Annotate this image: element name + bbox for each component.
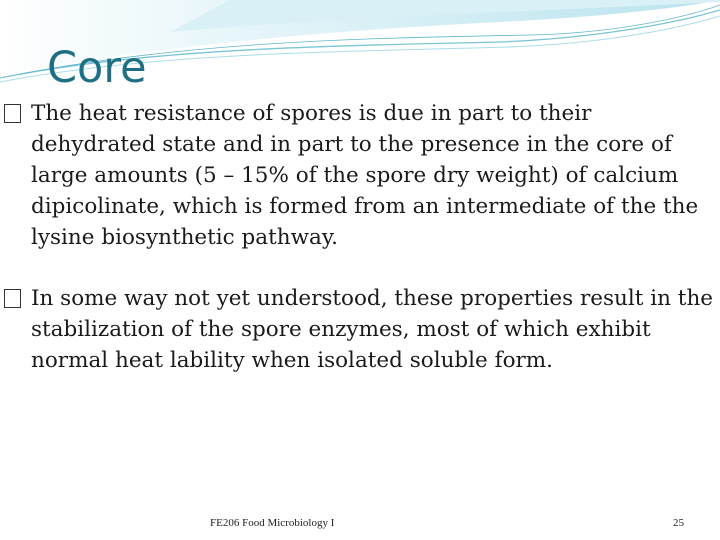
missing-glyph-bullet-icon <box>4 104 21 123</box>
missing-glyph-bullet-icon <box>4 289 21 308</box>
bullet-text: The heat resistance of spores is due in part to their dehydrated state and in part to the presence in the core of large amounts (5 – 15% of the spore dry weight) of calcium dipicolinate, which is formed from an intermediate of the the lysine biosynthetic pathway. <box>31 101 699 250</box>
slide-title: Core <box>47 43 147 93</box>
bullet-list <box>4 98 716 376</box>
page-number: 25 <box>673 517 684 529</box>
bullet-item <box>4 283 716 376</box>
bullet-text: In some way not yet understood, these properties result in the stabilization of the spore enzymes, most of which exhibit normal heat lability when isolated soluble form. <box>31 286 714 373</box>
bullet-item <box>4 98 716 253</box>
footer-course-name: FE206 Food Microbiology I <box>210 517 335 529</box>
